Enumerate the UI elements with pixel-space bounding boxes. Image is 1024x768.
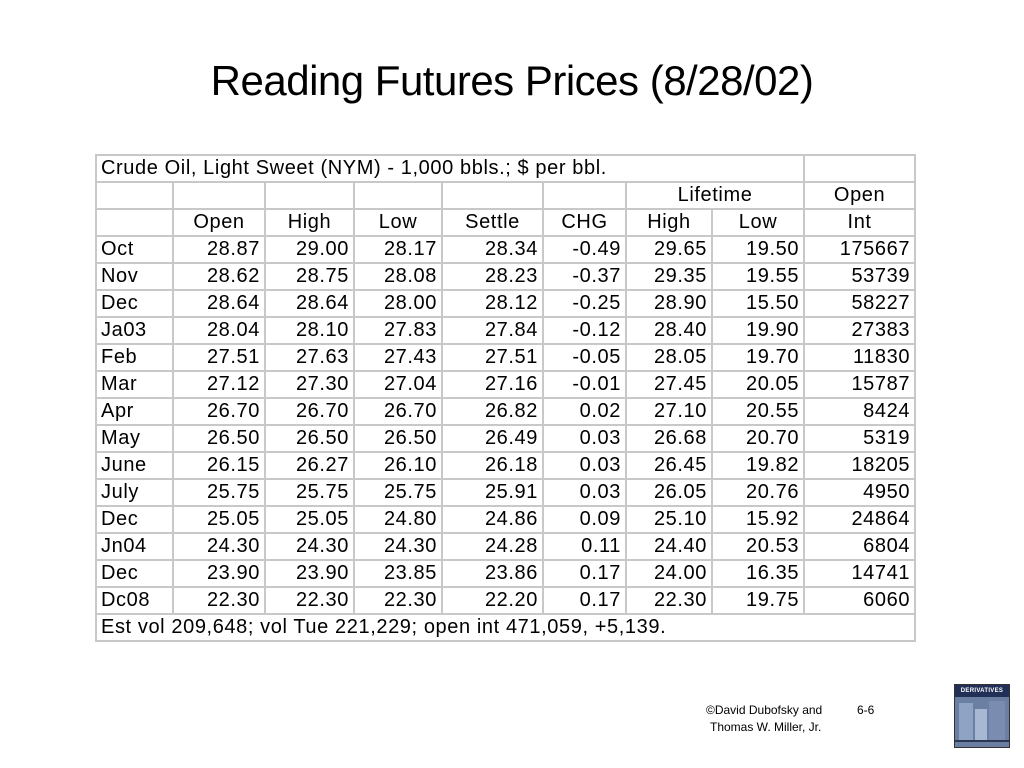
price-cell: -0.37 [543,263,626,290]
contract-month-cell: Oct [96,236,173,263]
price-cell: 19.75 [712,587,804,614]
empty-cell [96,182,173,209]
price-cell: -0.25 [543,290,626,317]
price-cell: 24.30 [173,533,265,560]
contract-month-cell: Nov [96,263,173,290]
open-group-header: Open [804,182,915,209]
contract-month-cell: Ja03 [96,317,173,344]
price-cell: 26.68 [626,425,712,452]
contract-month-cell: July [96,479,173,506]
copyright-credit [706,702,846,736]
price-cell: 24.28 [442,533,543,560]
price-cell: 53739 [804,263,915,290]
price-cell: 18205 [804,452,915,479]
contract-month-cell: Mar [96,371,173,398]
price-cell: 23.85 [354,560,442,587]
price-cell: -0.01 [543,371,626,398]
price-cell: 28.75 [265,263,354,290]
table-caption-row [96,155,915,182]
price-cell: 26.18 [442,452,543,479]
price-cell: 26.27 [265,452,354,479]
table-row [96,560,915,587]
price-cell: 23.90 [173,560,265,587]
price-cell: 28.17 [354,236,442,263]
price-cell: 19.70 [712,344,804,371]
price-cell: 19.55 [712,263,804,290]
price-cell: 58227 [804,290,915,317]
price-cell: 20.53 [712,533,804,560]
price-cell: 19.82 [712,452,804,479]
price-cell: 28.64 [265,290,354,317]
column-header: CHG [543,209,626,236]
price-cell: 0.03 [543,479,626,506]
column-header: Settle [442,209,543,236]
price-cell: 16.35 [712,560,804,587]
contract-month-cell: Dec [96,290,173,317]
price-cell: 22.30 [173,587,265,614]
table-caption: Crude Oil, Light Sweet (NYM) - 1,000 bbls.; $ per bbl. [96,155,804,182]
table-row [96,344,915,371]
price-cell: 27.84 [442,317,543,344]
price-cell: 25.05 [173,506,265,533]
price-cell: 26.50 [265,425,354,452]
price-cell: 26.70 [265,398,354,425]
price-cell: 26.05 [626,479,712,506]
price-cell: 28.10 [265,317,354,344]
price-cell: 27.83 [354,317,442,344]
price-cell: 8424 [804,398,915,425]
table-header-row [96,209,915,236]
futures-price-table [95,154,916,642]
price-cell: 0.17 [543,560,626,587]
table-row [96,290,915,317]
table-row [96,533,915,560]
price-cell: 24.30 [354,533,442,560]
price-cell: 22.20 [442,587,543,614]
price-cell: 26.15 [173,452,265,479]
price-cell: 4950 [804,479,915,506]
price-cell: 28.87 [173,236,265,263]
price-cell: 0.02 [543,398,626,425]
price-cell: 0.17 [543,587,626,614]
table-row [96,479,915,506]
price-cell: 24.00 [626,560,712,587]
price-cell: 22.30 [265,587,354,614]
contract-month-cell: Dc08 [96,587,173,614]
price-cell: 24.40 [626,533,712,560]
price-cell: 28.08 [354,263,442,290]
lifetime-group-header: Lifetime [626,182,804,209]
price-cell: 25.10 [626,506,712,533]
price-cell: 28.64 [173,290,265,317]
price-cell: -0.05 [543,344,626,371]
price-cell: 15787 [804,371,915,398]
empty-cell [173,182,265,209]
price-cell: 28.12 [442,290,543,317]
book-cover-icon [954,684,1010,748]
price-cell: 29.35 [626,263,712,290]
empty-cell [804,155,915,182]
slide-title: Reading Futures Prices (8/28/02) [210,57,814,104]
table-row [96,317,915,344]
price-cell: 24.30 [265,533,354,560]
price-cell: 25.05 [265,506,354,533]
volume-summary: Est vol 209,648; vol Tue 221,229; open int 471,059, +5,139. [96,614,915,641]
price-cell: 19.90 [712,317,804,344]
price-cell: 27383 [804,317,915,344]
price-cell: 26.45 [626,452,712,479]
table-row [96,371,915,398]
credit-line-2: Thomas W. Miller, Jr. [710,720,822,734]
book-cover-art [955,697,1009,747]
table-row [96,236,915,263]
price-cell: 29.65 [626,236,712,263]
price-cell: 6804 [804,533,915,560]
price-cell: 20.76 [712,479,804,506]
price-cell: 24.86 [442,506,543,533]
price-cell: 26.50 [173,425,265,452]
empty-cell [265,182,354,209]
price-cell: 15.92 [712,506,804,533]
page-number: 6-6 [857,703,875,717]
table-row [96,398,915,425]
price-cell: -0.12 [543,317,626,344]
price-cell: 0.03 [543,425,626,452]
price-cell: 24864 [804,506,915,533]
price-cell: 26.49 [442,425,543,452]
empty-cell [96,209,173,236]
price-cell: 26.50 [354,425,442,452]
credit-line-1: ©David Dubofsky and [706,703,823,717]
price-cell: 26.70 [173,398,265,425]
price-cell: 0.03 [543,452,626,479]
price-cell: 14741 [804,560,915,587]
column-header: High [265,209,354,236]
price-cell: 28.05 [626,344,712,371]
price-cell: 23.90 [265,560,354,587]
price-cell: 24.80 [354,506,442,533]
price-cell: 25.75 [265,479,354,506]
price-cell: 27.12 [173,371,265,398]
table-row [96,263,915,290]
book-cover-title: DERIVATIVES [955,685,1009,697]
price-cell: 27.63 [265,344,354,371]
table-row [96,587,915,614]
price-cell: 28.34 [442,236,543,263]
price-cell: 25.91 [442,479,543,506]
table-row [96,452,915,479]
price-cell: 28.04 [173,317,265,344]
price-cell: 26.70 [354,398,442,425]
column-header: High [626,209,712,236]
price-cell: 27.45 [626,371,712,398]
price-cell: 6060 [804,587,915,614]
contract-month-cell: Dec [96,560,173,587]
price-cell: 19.50 [712,236,804,263]
price-cell: 28.00 [354,290,442,317]
table-group-header-row [96,182,915,209]
price-cell: 23.86 [442,560,543,587]
price-cell: 25.75 [173,479,265,506]
price-cell: 20.70 [712,425,804,452]
price-cell: 5319 [804,425,915,452]
contract-month-cell: May [96,425,173,452]
price-cell: 29.00 [265,236,354,263]
price-cell: 175667 [804,236,915,263]
contract-month-cell: Jn04 [96,533,173,560]
price-cell: 20.55 [712,398,804,425]
price-cell: 27.10 [626,398,712,425]
empty-cell [543,182,626,209]
price-cell: 28.90 [626,290,712,317]
price-cell: 11830 [804,344,915,371]
price-cell: 22.30 [354,587,442,614]
price-cell: 27.51 [173,344,265,371]
price-cell: 25.75 [354,479,442,506]
price-cell: 28.40 [626,317,712,344]
price-cell: 0.11 [543,533,626,560]
price-cell: 27.51 [442,344,543,371]
price-cell: 22.30 [626,587,712,614]
contract-month-cell: Dec [96,506,173,533]
column-header: Open [173,209,265,236]
price-cell: 28.23 [442,263,543,290]
table-row [96,506,915,533]
empty-cell [354,182,442,209]
price-cell: -0.49 [543,236,626,263]
column-header: Int [804,209,915,236]
contract-month-cell: Apr [96,398,173,425]
column-header: Low [712,209,804,236]
price-cell: 28.62 [173,263,265,290]
price-cell: 27.16 [442,371,543,398]
table-row [96,425,915,452]
price-cell: 20.05 [712,371,804,398]
price-cell: 15.50 [712,290,804,317]
price-cell: 26.10 [354,452,442,479]
empty-cell [442,182,543,209]
price-cell: 27.04 [354,371,442,398]
price-cell: 0.09 [543,506,626,533]
table-footer-row [96,614,915,641]
price-cell: 27.30 [265,371,354,398]
contract-month-cell: Feb [96,344,173,371]
price-cell: 27.43 [354,344,442,371]
price-cell: 26.82 [442,398,543,425]
contract-month-cell: June [96,452,173,479]
column-header: Low [354,209,442,236]
